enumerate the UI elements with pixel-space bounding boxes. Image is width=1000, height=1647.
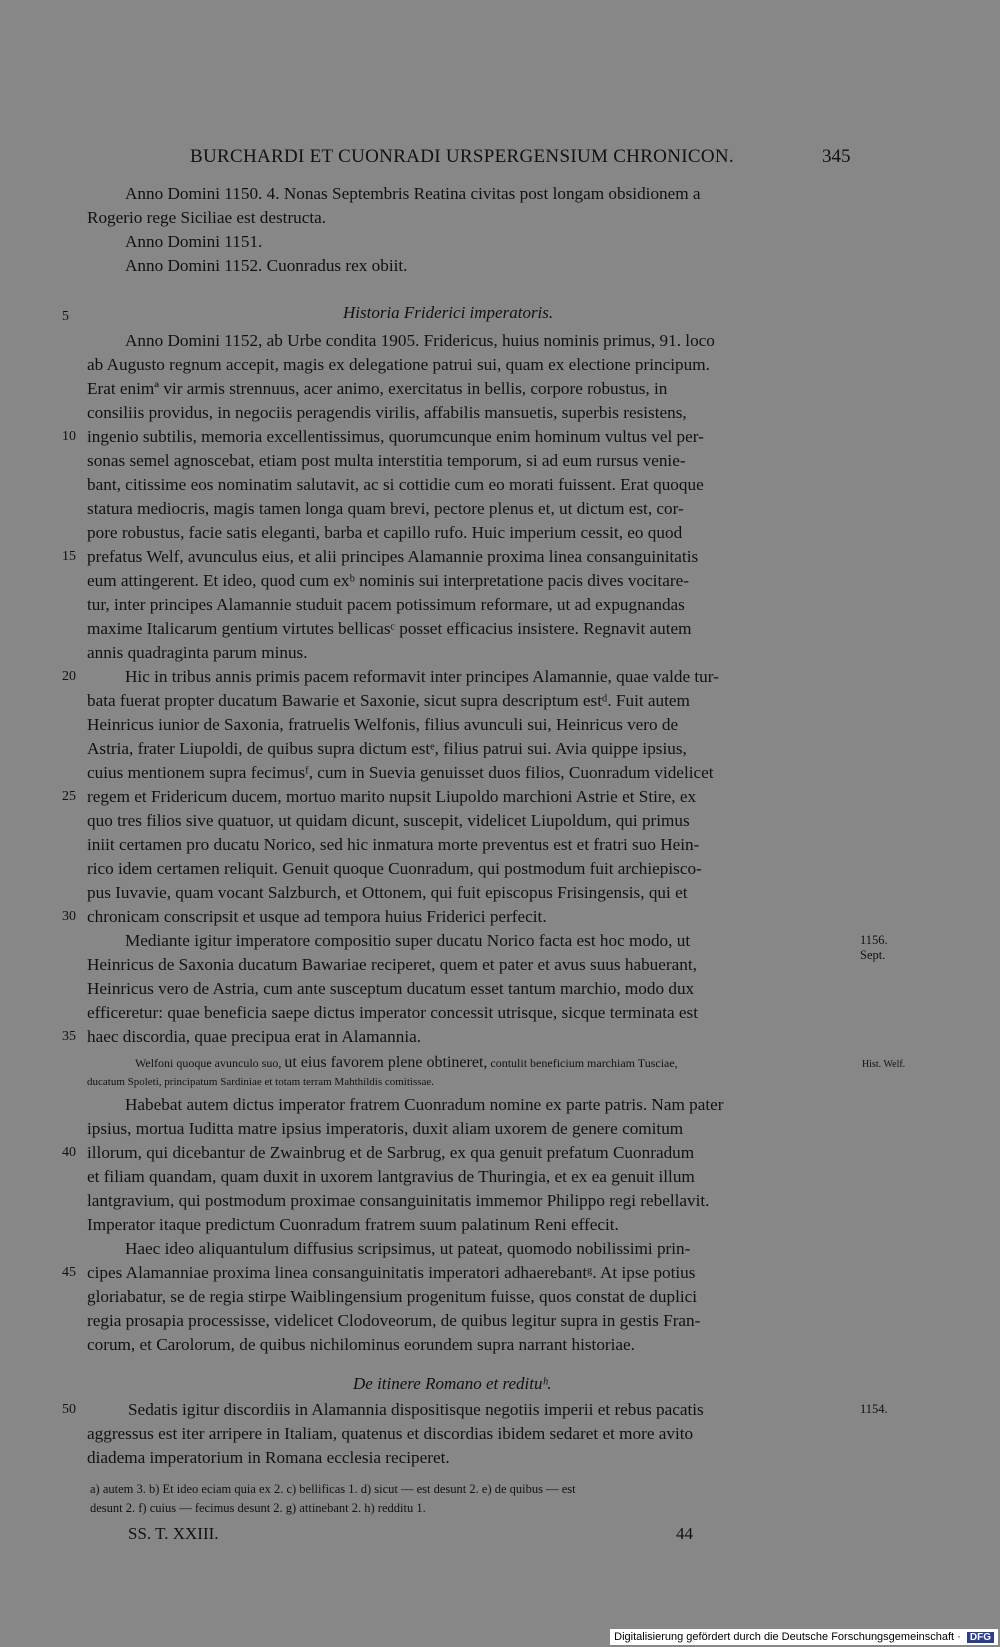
line-number: 5 <box>62 309 69 324</box>
text-line: Astria, frater Liupoldi, de quibus supra dictum estᵉ, filius patrui sui. Avia quippe ipsius, <box>87 739 687 758</box>
text-line: Anno Domini 1152. Cuonradus rex obiit. <box>125 256 408 275</box>
text-line: lantgravium, qui postmodum proximae consanguinitatis immemor Philippo regi rebellavit. <box>87 1191 710 1210</box>
text-line: prefatus Welf, avunculus eius, et alii principes Alamannie proxima linea consanguinitatis <box>87 547 699 566</box>
text-line: Heinricus de Saxonia ducatum Bawariae reciperet, quem et pater et avus suus habuerant, <box>87 955 697 974</box>
text-line: tur, inter principes Alamannie studuit pacem potissimum reformare, ut ad expugnandas <box>87 595 685 614</box>
text-line: Anno Domini 1152, ab Urbe condita 1905. Fridericus, huius nominis primus, 91. loco <box>125 331 715 350</box>
text-line: pus Iuvavie, quam vocant Salzburch, et Ottonem, qui fuit episcopus Frisingensis, qui et <box>87 883 688 902</box>
funding-text: Digitalisierung gefördert durch die Deutsche Forschungsgemeinschaft · <box>614 1631 961 1643</box>
margin-note-year: 1154. <box>860 1402 888 1416</box>
text-line: aggressus est iter arripere in Italiam, quatenus et discordias ibidem sedaret et more avito <box>87 1424 694 1443</box>
line-number: 50 <box>62 1402 76 1417</box>
line-number: 30 <box>62 909 76 924</box>
text-line: chronicam conscripsit et usque ad tempora huius Friderici perfecit. <box>87 907 547 926</box>
small-text-line <box>135 1054 678 1072</box>
text-line: ab Augusto regnum accepit, magis ex delegatione patrui sui, quam ex electione principum. <box>87 355 710 374</box>
text-line: Heinricus iunior de Saxonia, fratruelis Welfonis, filius avunculi sui, Heinricus vero de <box>87 715 679 734</box>
text-line: Heinricus vero de Astria, cum ante susceptum ducatum esset tantum marchio, modo dux <box>87 979 695 998</box>
text-line: bata fuerat propter ducatum Bawarie et Saxonie, sicut supra descriptum estᵈ. Fuit autem <box>87 691 690 710</box>
signature-number: 44 <box>676 1524 693 1543</box>
text-line: efficeretur: quae beneficia saepe dictus imperator concessit utrisque, sicque terminata est <box>87 1003 699 1022</box>
text-line: pore robustus, facie satis eleganti, barba et capillo rufo. Huic imperium cessit, eo quod <box>87 523 683 542</box>
line-number: 45 <box>62 1265 76 1280</box>
funding-banner[interactable] <box>610 1629 998 1645</box>
text-line: bant, citissime eos nominatim salutavit, ac si cottidie cum eo morati fuissent. Erat quoque <box>87 475 704 494</box>
text-line: ipsius, mortua Iuditta matre ipsius imperatoris, duxit aliam uxorem de genere comitum <box>87 1119 684 1138</box>
line-number: 35 <box>62 1029 76 1044</box>
footnote-line: a) autem 3. b) Et ideo eciam quia ex 2. c) bellificas 1. d) sicut — est desunt 2. e) de quibus — est <box>90 1482 576 1496</box>
running-title: BURCHARDI ET CUONRADI URSPERGENSIUM CHRONICON. <box>190 146 734 167</box>
text-line: ingenio subtilis, memoria excellentissimus, quorumcunque enim hominum vultus vel per- <box>87 427 704 446</box>
text-line: Erat enimª vir armis strennuus, acer animo, exercitatus in bellis, corpore robustus, in <box>87 379 668 398</box>
text-line: regia prosapia processisse, videlicet Clodoveorum, de quibus legitur supra in gestis Fran- <box>87 1311 701 1330</box>
text-line: regem et Fridericum ducem, mortuo marito nupsit Liupoldo marchioni Astrie et Stire, ex <box>87 787 697 806</box>
text-line: Imperator itaque predictum Cuonradum fratrem suum palatinum Reni effecit. <box>87 1215 619 1234</box>
text-line: Habebat autem dictus imperator fratrem Cuonradum nomine ex parte patris. Nam pater <box>125 1095 724 1114</box>
text-line: gloriabatur, se de regia stirpe Waiblingensium progenitum fuisse, quos constat de duplici <box>87 1287 698 1306</box>
text-line: illorum, qui dicebantur de Zwainbrug et de Sarbrug, ex qua genuit prefatum Cuonradum <box>87 1143 695 1162</box>
text-line: maxime Italicarum gentium virtutes bellicasᶜ posset efficacius insistere. Regnavit autem <box>87 619 692 638</box>
text-line: Rogerio rege Siciliae est destructa. <box>87 208 327 227</box>
small-text-a: Welfoni quoque avunculo suo, <box>135 1056 282 1070</box>
text-line: sonas semel agnoscebat, etiam post multa interstitia temporum, si ad eum rursus venie- <box>87 451 686 470</box>
page-number: 345 <box>822 146 851 167</box>
text-line: Hic in tribus annis primis pacem reformavit inter principes Alamannie, quae valde tur- <box>125 667 719 686</box>
text-line: rico idem certamen reliquit. Genuit quoque Cuonradum, qui postmodum fuit archiepisco- <box>87 859 702 878</box>
text-line: iniit certamen pro ducatu Norico, sed hic inmatura morte preventus est et fratri suo Hein- <box>87 835 700 854</box>
text-line: Sedatis igitur discordiis in Alamannia dispositisque negotiis imperii et rebus pacatis <box>128 1400 704 1419</box>
line-number: 40 <box>62 1145 76 1160</box>
text-line: cipes Alamanniae proxima linea consanguinitatis imperatori adhaerebantᵍ. At ipse potius <box>87 1263 696 1282</box>
text-line: consiliis providus, in negociis peragendis virilis, affabilis mansuetis, superbis resistens, <box>87 403 687 422</box>
text-line: corum, et Carolorum, de quibus nichilominus eorundem supra narrant historiae. <box>87 1335 635 1354</box>
text-line: haec discordia, quae precipua erat in Alamannia. <box>87 1027 422 1046</box>
line-number: 20 <box>62 669 76 684</box>
text-line: Anno Domini 1150. 4. Nonas Septembris Reatina civitas post longam obsidionem a <box>125 184 701 203</box>
section-title: De itinere Romano et redituʰ. <box>353 1374 552 1393</box>
text-line: Mediante igitur imperatore compositio super ducatu Norico facta est hoc modo, ut <box>125 931 691 950</box>
line-number: 10 <box>62 429 76 444</box>
section-title: Historia Friderici imperatoris. <box>343 303 554 322</box>
small-text-b: ut eius favorem plene obtineret, <box>284 1054 488 1071</box>
line-number: 15 <box>62 549 76 564</box>
text-line: annis quadraginta parum minus. <box>87 643 308 662</box>
small-text-line: ducatum Spoleti, principatum Sardiniae et totam terram Mahthildis comitissae. <box>87 1076 435 1088</box>
dfg-logo-icon: DFG <box>967 1632 994 1643</box>
text-line: cuius mentionem supra fecimusᶠ, cum in Suevia genuisset duos filios, Cuonradum videlicet <box>87 763 714 782</box>
line-number: 25 <box>62 789 76 804</box>
text-line: quo tres filios sive quatuor, ut quidam dicunt, suscepit, videlicet Liupoldum, qui primus <box>87 811 690 830</box>
margin-note-source: Hist. Welf. <box>862 1059 906 1070</box>
text-line: Haec ideo aliquantulum diffusius scripsimus, ut pateat, quomodo nobilissimi prin- <box>125 1239 691 1258</box>
text-line: eum attingerent. Et ideo, quod cum exᵇ nominis sui interpretatione pacis dives vocitare- <box>87 571 689 590</box>
small-text-c: contulit beneficium marchiam Tusciae, <box>490 1056 678 1070</box>
text-line: et filiam quandam, quam duxit in uxorem lantgravius de Thuringia, et ex ea genuit illum <box>87 1167 695 1186</box>
margin-note-year: 1156. <box>860 933 888 947</box>
footnote-line: desunt 2. f) cuius — fecimus desunt 2. g) attinebant 2. h) redditu 1. <box>90 1501 426 1515</box>
text-line: Anno Domini 1151. <box>125 232 263 251</box>
margin-note-month: Sept. <box>860 948 886 962</box>
text-line: diadema imperatorium in Romana ecclesia reciperet. <box>87 1448 450 1467</box>
signature-mark: SS. T. XXIII. <box>128 1524 219 1543</box>
text-line: statura mediocris, magis tamen longa quam brevi, pectore plenus et, ut dictum est, cor- <box>87 499 684 518</box>
